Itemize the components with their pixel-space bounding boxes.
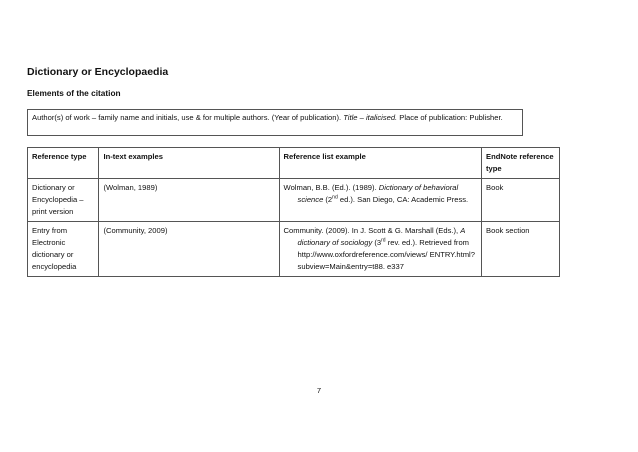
- reference-entry-start: Community. (2009). In J. Scott & G. Marshall (Eds.),: [283, 226, 461, 235]
- header-endnote-reference-type: EndNote reference type: [482, 148, 560, 179]
- reference-entry-edition-suffix: rd: [381, 237, 386, 244]
- reference-entry-edition-suffix: nd: [332, 194, 338, 201]
- citation-elements-box: [27, 109, 523, 136]
- cell-reference-type: Entry from Electronic dictionary or encyclopedia: [28, 222, 99, 277]
- reference-entry-edition: (2: [323, 195, 333, 204]
- reference-entry-title: Dictionary of behavioral science: [297, 183, 459, 204]
- citation-elements-text-end: Place of publication: Publisher.: [397, 113, 503, 122]
- cell-endnote-type: Book: [482, 179, 560, 222]
- header-in-text-examples: In-text examples: [99, 148, 279, 179]
- reference-entry-end: rev. ed.). Retrieved from http://www.oxfordreference.com/views/ ENTRY.html?subview=Main&entry=t88. e337: [297, 238, 475, 271]
- cell-reference-list-example: [279, 222, 481, 277]
- table-header-row: [28, 148, 560, 179]
- cell-endnote-type: Book section: [482, 222, 560, 277]
- table-row: [28, 179, 560, 222]
- cell-reference-list-example: [279, 179, 481, 222]
- reference-entry-edition: (3: [372, 238, 382, 247]
- page-number: 7: [316, 386, 322, 395]
- header-reference-list-example: Reference list example: [279, 148, 481, 179]
- citation-elements-text: Author(s) of work – family name and initials, use & for multiple authors. (Year of publication).: [32, 113, 344, 122]
- reference-entry-title: A dictionary of sociology: [297, 226, 466, 247]
- section-subtitle: Elements of the citation: [27, 88, 121, 98]
- cell-in-text-example: (Wolman, 1989): [99, 179, 279, 222]
- reference-entry: [284, 225, 477, 273]
- reference-entry-start: Wolman, B.B. (Ed.). (1989).: [283, 183, 379, 192]
- table-row: [28, 222, 560, 277]
- cell-in-text-example: (Community, 2009): [99, 222, 279, 277]
- page-title: Dictionary or Encyclopaedia: [27, 66, 169, 78]
- cell-reference-type: Dictionary or Encyclopedia – print version: [28, 179, 99, 222]
- reference-examples-table: [27, 147, 560, 277]
- citation-elements-title-rule: Title – italicised.: [343, 113, 398, 122]
- reference-entry: [284, 182, 477, 206]
- reference-entry-end: ed.). San Diego, CA: Academic Press.: [337, 195, 469, 204]
- header-reference-type: Reference type: [28, 148, 99, 179]
